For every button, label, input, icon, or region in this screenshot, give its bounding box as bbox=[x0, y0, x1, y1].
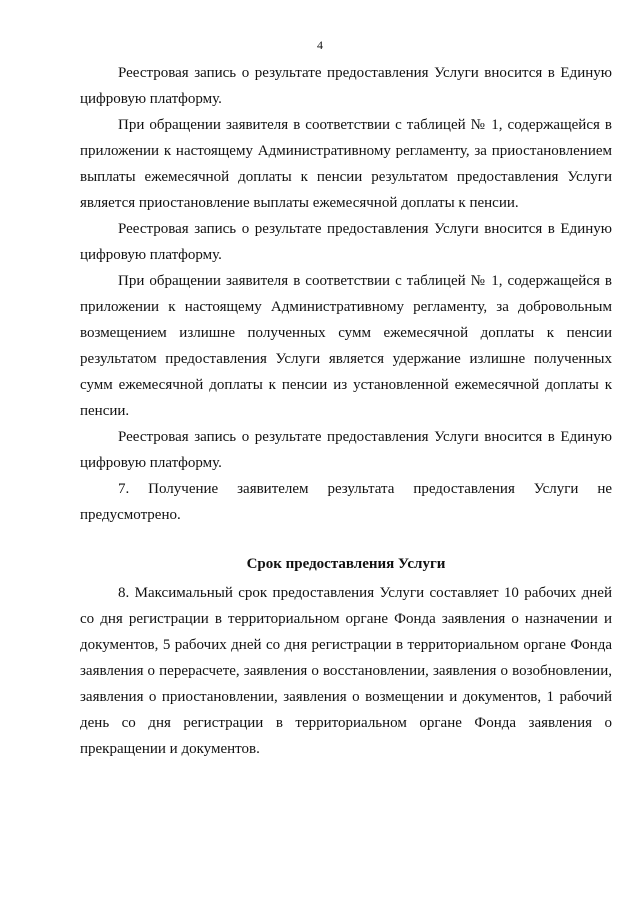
section-heading: Срок предоставления Услуги bbox=[246, 556, 446, 572]
page-number: 4 bbox=[317, 38, 323, 52]
paragraph-suspension: При обращении заявителя в соответствии с таблицей № 1, содержащейся в приложении к настоящему Административному регламенту, за приостановлением выплаты ежемесячной доплаты к пенсии результатом предоставления Услуги является приостановление выплаты ежемесячной доплаты к пенсии. bbox=[80, 117, 612, 211]
paragraph-registry-entry-1: Реестровая запись о результате предоставления Услуги вносится в Единую цифровую платформу. bbox=[80, 65, 612, 107]
paragraph-registry-entry-2: Реестровая запись о результате предоставления Услуги вносится в Единую цифровую платформу. bbox=[80, 221, 612, 263]
document-body bbox=[80, 60, 612, 762]
paragraph-reimbursement: При обращении заявителя в соответствии с таблицей № 1, содержащейся в приложении к настоящему Административному регламенту, за добровольным возмещением излишне полученных сумм ежемесячной доплаты к пенсии результатом предоставления Услуги является удержание излишне полученных сумм ежемесячной доплаты к пенсии из установленной ежемесячной доплаты к пенсии. bbox=[80, 273, 612, 419]
paragraph-item-7: 7. Получение заявителем результата предоставления Услуги не предусмотрено. bbox=[80, 481, 612, 523]
paragraph-registry-entry-3: Реестровая запись о результате предоставления Услуги вносится в Единую цифровую платформу. bbox=[80, 429, 612, 471]
paragraph-item-8: 8. Максимальный срок предоставления Услуги составляет 10 рабочих дней со дня регистрации в территориальном органе Фонда заявления о назначении и документов, 5 рабочих дней со дня регистрации в территориальном органе Фонда заявления о перерасчете, заявления о восстановлении, заявления о возобновлении, заявления о приостановлении, заявления о возмещении и документов, 1 рабочий день со дня регистрации в территориальном органе Фонда заявления о прекращении и документов. bbox=[80, 585, 612, 757]
